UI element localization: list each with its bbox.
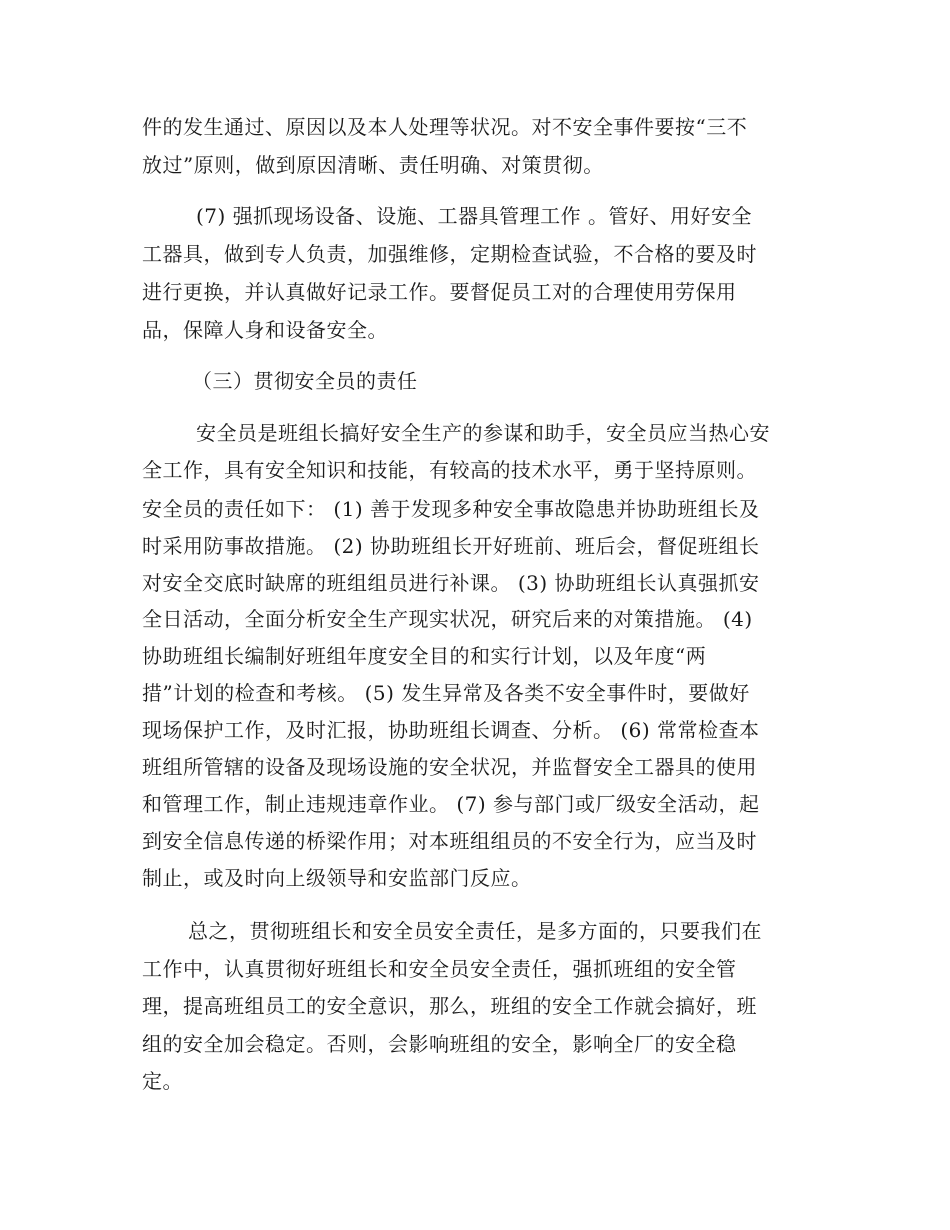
text-line: 品，保障人身和设备安全。 [142,318,388,342]
text-line: 时采用防事故措施。 (2) 协助班组长开好班前、班后会，督促班组长 [142,534,760,558]
text-line: 安全员是班组长搞好安全生产的参谋和助手，安全员应当热心安 [196,421,770,445]
text-line: 定。 [142,1069,183,1093]
text-line: 协助班组长编制好班组年度安全目的和实行计划，以及年度“两 [142,644,707,668]
section-heading: （三）贯彻安全员的责任 [192,369,418,393]
text-line: 制止，或及时向上级领导和安监部门反应。 [142,866,532,890]
text-line: 进行更换，并认真做好记录工作。要督促员工对的合理使用劳保用 [142,280,737,304]
text-line: 理，提高班组员工的安全意识，那么，班组的安全工作就会搞好，班 [142,994,757,1018]
text-line: 工器具，做到专人负责，加强维修，定期检查试验，不合格的要及时 [142,242,757,266]
text-line: 放过”原则，做到原因清晰、责任明确、对策贯彻。 [142,153,604,177]
text-line: 班组所管辖的设备及现场设施的安全状况，并监督安全工器具的使用 [142,755,757,779]
text-line: 现场保护工作，及时汇报，协助班组长调查、分析。 (6) 常常检查本 [142,718,760,742]
text-line: 总之，贯彻班组长和安全员安全责任，是多方面的，只要我们在 [188,919,762,943]
text-line: 全工作，具有安全知识和技能，有较高的技术水平，勇于坚持原则。 [142,458,757,482]
text-line: 全日活动，全面分析安全生产现实状况，研究后来的对策措施。 (4) [142,607,753,631]
text-line: 工作中，认真贯彻好班组长和安全员安全责任，强抓班组的安全管 [142,957,737,981]
text-line: 和管理工作，制止违规违章作业。 (7) 参与部门或厂级安全活动，起 [142,792,760,816]
text-line: 件的发生通过、原因以及本人处理等状况。对不安全事件要按“三不 [142,115,748,139]
text-line: 措”计划的检查和考核。 (5) 发生异常及各类不安全事件时，要做好 [142,681,750,705]
text-line: 到安全信息传递的桥梁作用；对本班组组员的不安全行为，应当及时 [142,829,757,853]
text-line: (7) 强抓现场设备、设施、工器具管理工作 。管好、用好安全 [196,204,753,228]
text-line: 组的安全加会稳定。否则，会影响班组的安全，影响全厂的安全稳 [142,1032,737,1056]
text-line: 安全员的责任如下： (1) 善于发现多种安全事故隐患并协助班组长及 [142,497,760,521]
text-line: 对安全交底时缺席的班组组员进行补课。 (3) 协助班组长认真强抓安 [142,571,760,595]
